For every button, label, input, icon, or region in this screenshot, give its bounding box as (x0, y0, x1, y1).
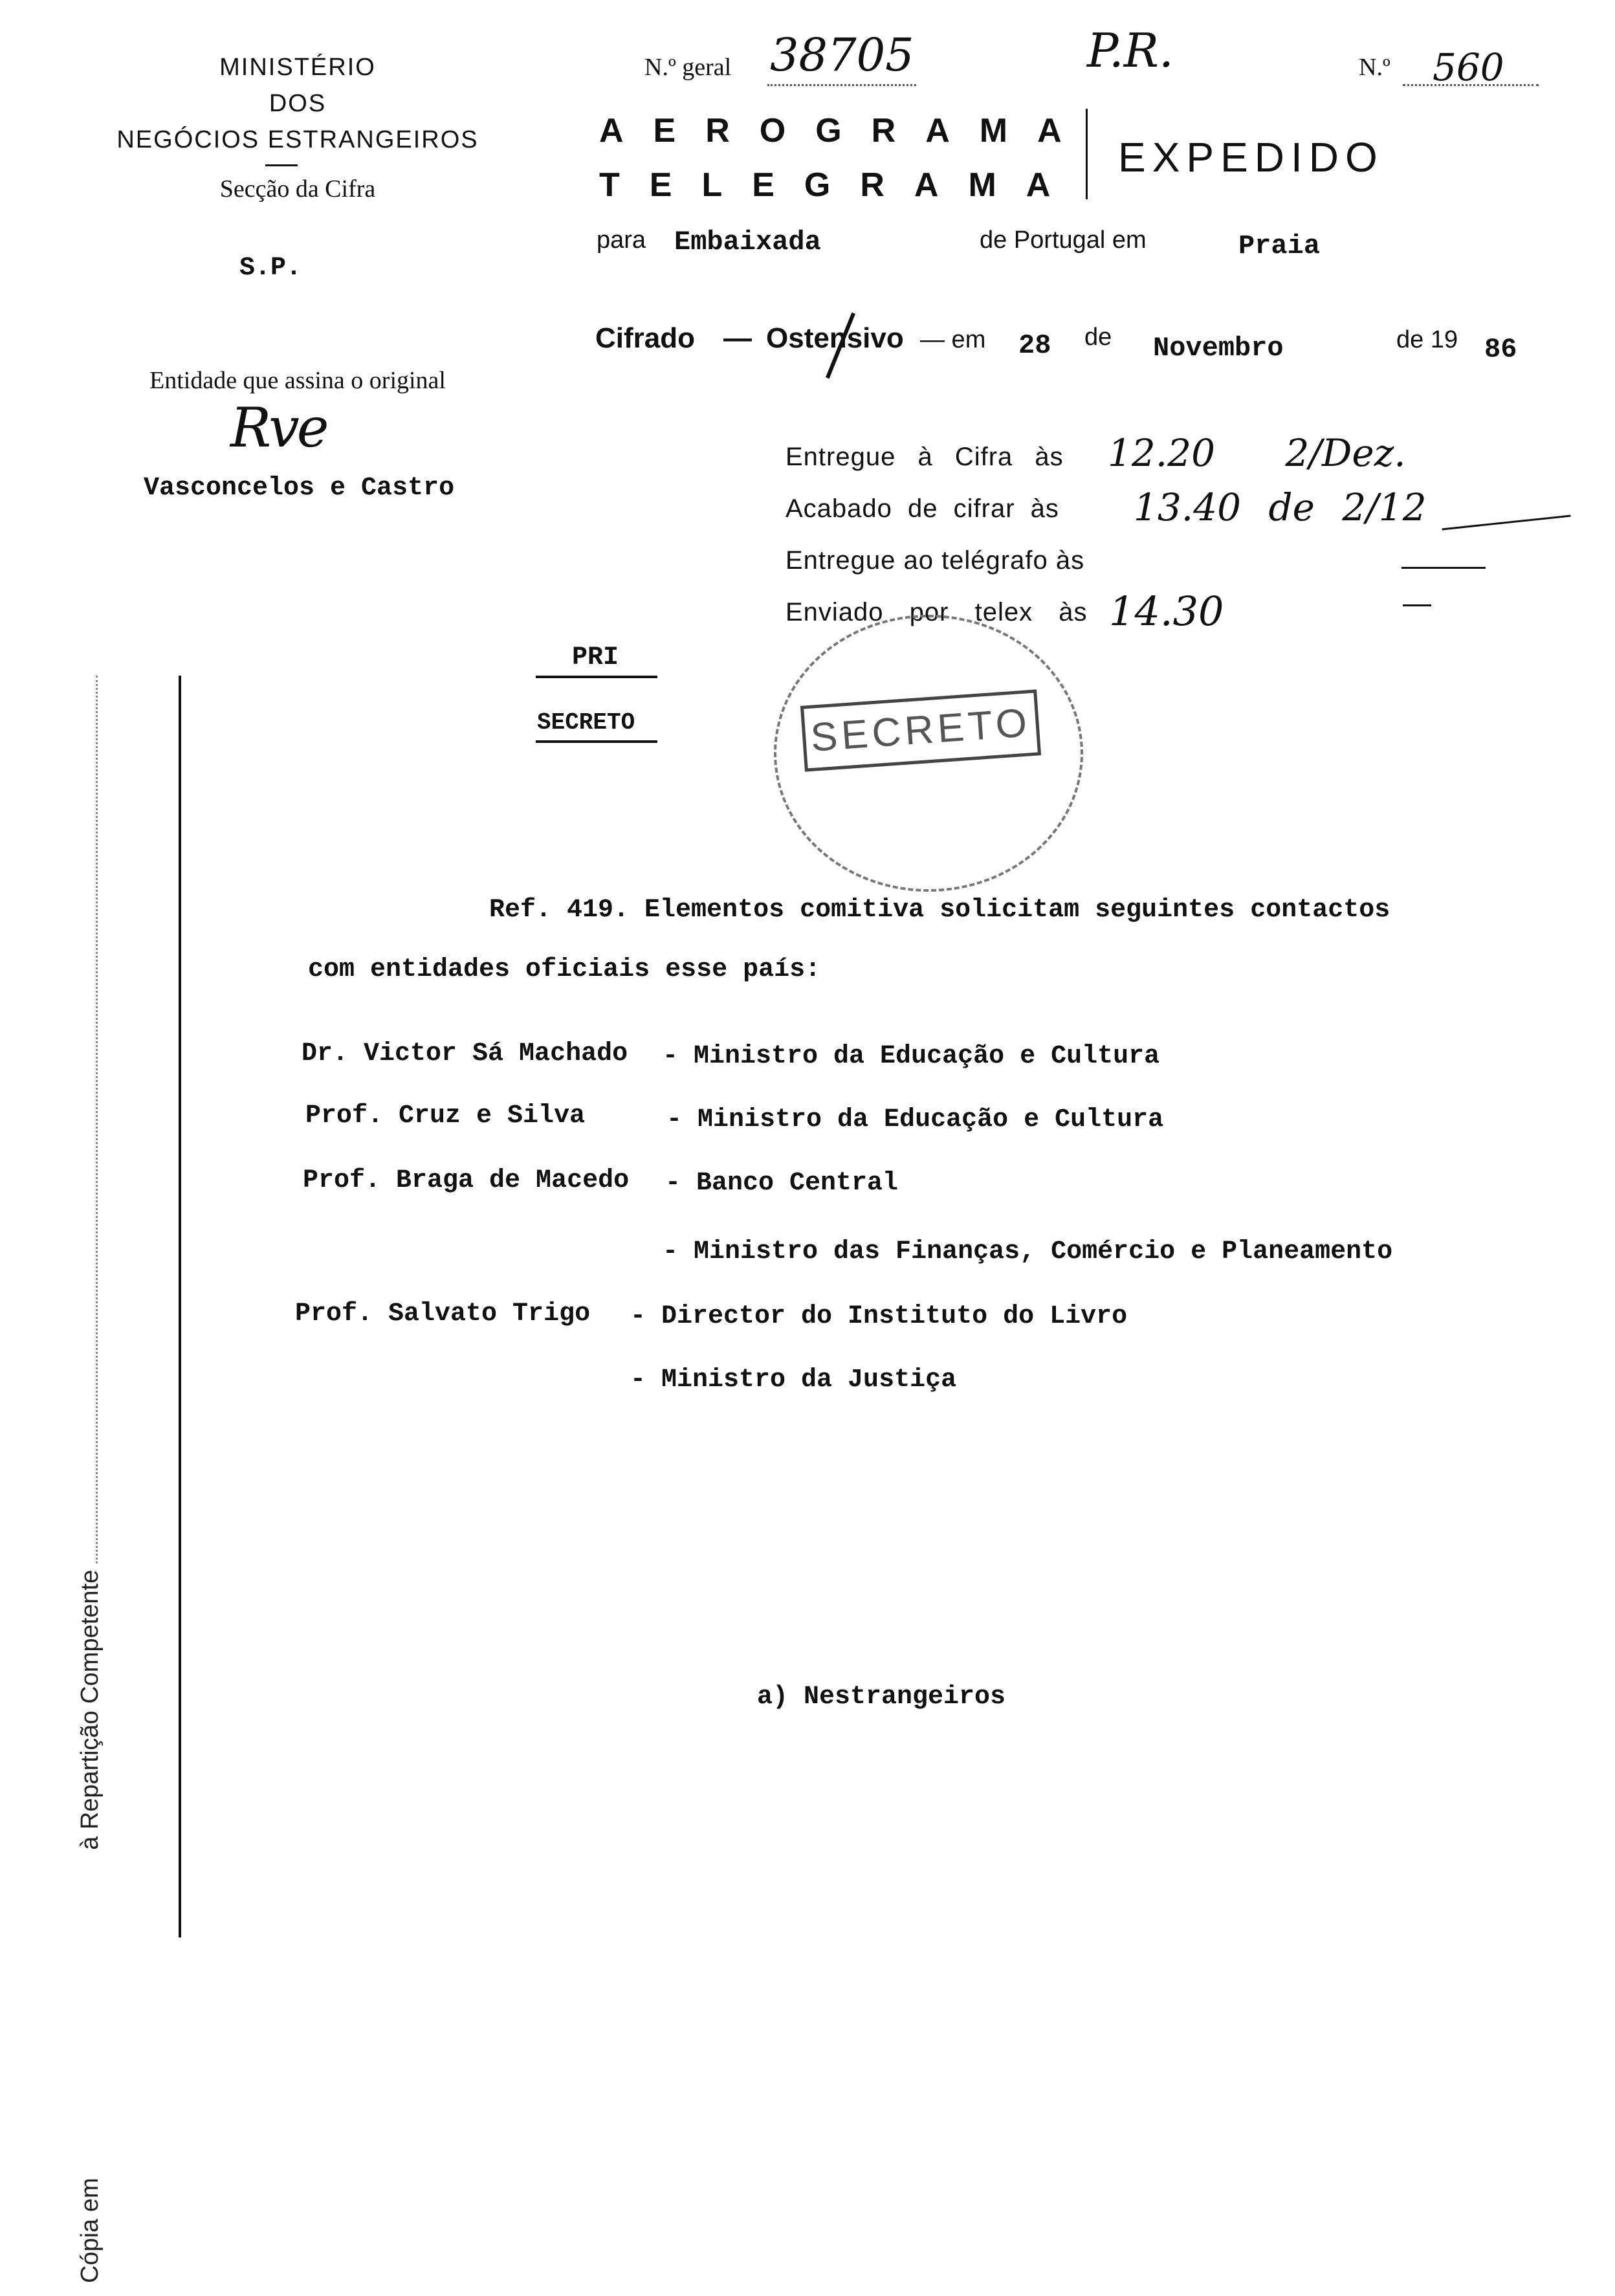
section-label: Secção da Cifra (219, 175, 376, 203)
date-year-label: de 19 (1396, 326, 1458, 353)
secret-stamp-text: SECRETO (800, 689, 1041, 771)
contact-name-2: Prof. Cruz e Silva (305, 1101, 586, 1131)
type-brace (1086, 109, 1088, 199)
signatory-name: Vasconcelos e Castro (144, 474, 455, 503)
acabado-cifrar-value: 13.40 de 2/12 (1134, 485, 1427, 529)
dash-1: — (723, 322, 752, 354)
numero-geral-value: 38705 (770, 28, 914, 82)
date-month: Novembro (1153, 333, 1284, 364)
para-label: para (597, 226, 646, 254)
ministry-name-line3: NEGÓCIOS ESTRANGEIROS (116, 126, 479, 153)
ministry-name-line1: MINISTÉRIO (219, 54, 376, 81)
em-label: — em (920, 326, 986, 353)
enviado-dash (1403, 604, 1431, 606)
signatory-label: Entidade que assina o original (149, 367, 446, 394)
numero-label: N.º (1359, 54, 1390, 81)
secrecy-label: SECRETO (537, 709, 635, 736)
ministry-name-line2: DOS (269, 90, 327, 117)
margin-copy-label (76, 471, 113, 2296)
date-year-value: 86 (1484, 334, 1517, 365)
numero-value: 560 (1433, 45, 1504, 89)
type-aerograma: AEROGRAMA (599, 112, 1092, 149)
margin-copy-text: Cópia em (76, 2172, 104, 2283)
secret-stamp (774, 615, 1083, 892)
body-line-1: Ref. 419. Elementos comitiva solicitam seguintes contactos (489, 896, 1390, 925)
acabado-scribble (1442, 515, 1570, 531)
contact-entity-1: - Ministro da Educação e Cultura (663, 1042, 1160, 1071)
margin-rule (179, 676, 181, 1937)
secrecy-underline (536, 740, 657, 743)
entregue-cifra-label: Entregue à Cifra às (786, 443, 1064, 471)
para-value: Embaixada (674, 226, 821, 258)
date-day: 28 (1018, 330, 1051, 361)
ostensivo-label: Ostensivo (766, 322, 904, 354)
enviado-telex-value: 14.30 (1109, 588, 1224, 635)
contact-name-5: Prof. Salvato Trigo (295, 1299, 591, 1329)
contact-entity-2: - Ministro da Educação e Cultura (666, 1105, 1164, 1134)
contact-entity-3: - Banco Central (665, 1169, 899, 1198)
contact-entity-6: - Ministro da Justiça (630, 1365, 957, 1395)
entregue-telegrafo-label: Entregue ao telégrafo às (786, 546, 1085, 575)
body-line-2: com entidades oficiais esse país: (308, 955, 821, 984)
de-portugal-label: de Portugal em (980, 226, 1147, 254)
contact-name-3: Prof. Braga de Macedo (303, 1166, 630, 1195)
acabado-cifrar-label: Acabado de cifrar às (786, 494, 1059, 523)
signatory-initials: Rve (230, 396, 327, 459)
margin-repartition-text: à Repartição Competente (76, 1565, 104, 1855)
enviado-telex-label: Enviado por telex às (786, 598, 1088, 626)
date-de-label: de (1084, 324, 1112, 351)
pr-mark: P.R. (1087, 23, 1174, 78)
status-label: EXPEDIDO (1118, 134, 1384, 181)
entregue-cifra-value: 12.20 2/Dez. (1108, 431, 1406, 475)
ministry-divider (265, 164, 298, 166)
destination-value: Praia (1238, 230, 1321, 261)
contact-name-1: Dr. Victor Sá Machado (302, 1039, 628, 1068)
numero-geral-label: N.º geral (644, 54, 732, 81)
contact-entity-5: - Director do Instituto do Livro (630, 1302, 1128, 1331)
priority-label: PRI (572, 643, 619, 672)
numero-geral-underline (767, 84, 916, 86)
signoff: a) Nestrangeiros (757, 1683, 1006, 1712)
entregue-telegrafo-dash (1401, 567, 1486, 569)
contact-entity-4: - Ministro das Finanças, Comércio e Planeamento (663, 1237, 1393, 1266)
sp-label: S.P. (239, 254, 302, 283)
cifrado-label: Cifrado (595, 322, 695, 354)
type-telegrama: TELEGRAMA (599, 166, 1081, 204)
priority-underline (536, 676, 657, 678)
